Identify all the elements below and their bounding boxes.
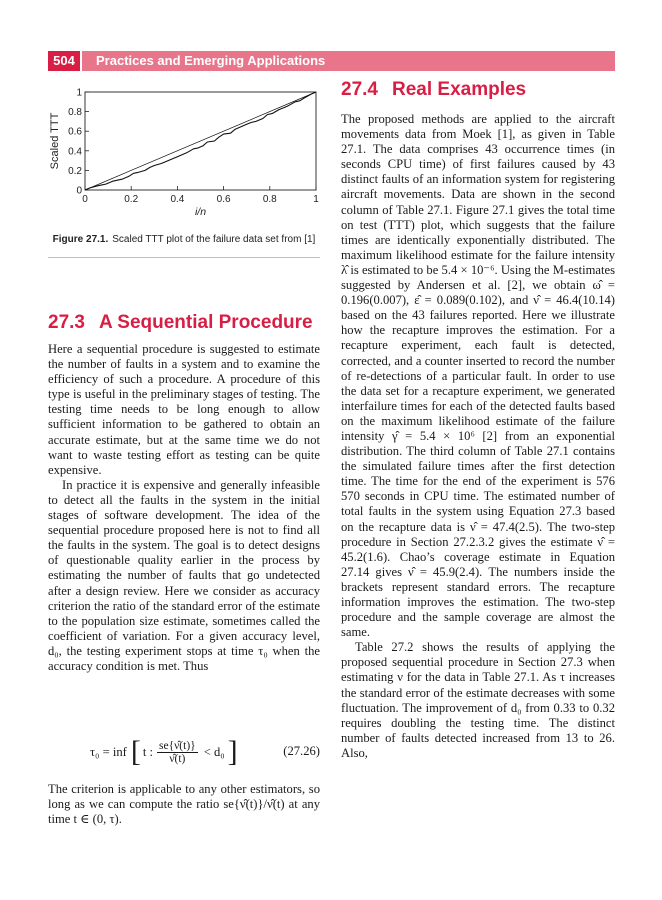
paragraph: The criterion is applicable to any other estimators, so long as we can compute the ratio se{ν̂(t)}/ν̂(t) at any time t ∈ (0, τ). [48,782,320,827]
eq-lhs: τ₀ = inf [90,744,127,759]
paragraph: Table 27.2 shows the results of applying the proposed sequential procedure in Section 27.3 when estimating ν for the data in Table 27.1. As τ increases the standard error of the estimate decreases with some fluctuation. The improvement of d₀ from 0.33 to 0.32 requires doubling the testing time. The distinct number of faults detected increased from 13 to 26. Also, [341,640,615,760]
page-number: 504 [48,51,80,71]
right-column [341,112,615,761]
eq-bracket-left: [ [130,735,141,768]
eq-numerator: se{ν̂(t)} [159,739,196,752]
section-heading-27-3 [48,312,313,334]
figure-caption-text: Scaled TTT plot of the failure data set from [1] [112,234,316,245]
ttt-chart [48,80,328,230]
section-number: 27.3 [48,312,85,333]
paragraph: Here a sequential procedure is suggested to estimate the number of faults in a system and to examine the efficiency of such a procedure. A procedure of this type is useful in the preliminary stages of testing. The testing time needs to be long enough to allow sufficient information to be gathered to obtain an accurate estimate, but at the same time we do not want to waste testing effort as testing can be quite expensive. [48,342,320,477]
section-number: 27.4 [341,79,378,100]
y-tick-label: 0.4 [68,146,82,158]
section-heading-27-4 [341,79,526,101]
x-tick-label: 0.8 [262,194,277,205]
eq-bracket-right: ] [227,735,238,768]
y-tick-label: 0.8 [68,107,82,119]
diagonal-reference-line [85,92,316,190]
running-title: Practices and Emerging Applications [82,51,615,71]
equation-number: (27.26) [283,744,320,758]
y-tick-label: 0 [76,185,82,197]
section-title: A Sequential Procedure [98,312,313,333]
left-column-tail [48,782,320,827]
x-tick-label: 0 [82,194,88,205]
left-column [48,342,320,674]
y-tick-label: 0.6 [68,126,82,138]
eq-t: t : [142,744,153,759]
y-tick-label: 0.2 [68,165,82,177]
x-tick-label: 0.6 [216,194,231,205]
running-header [48,51,615,71]
x-axis-label: i/n [194,206,207,218]
paragraph: The proposed methods are applied to the aircraft movements data from Moek [1], as given in Table 27.1. The data comprises 43 occurrence times (in seconds CPU time) of first failures caused by 43 distinct faults of an information system for registering aircraft movements. Data are shown in the second column of Table 27.1. Figure 27.1 gives the total time on test (TTT) plot, which suggests that the failure times are identically exponentially distributed. The maximum likelihood estimate for the failure intensity λ̂ is estimated to be 5.4 × 10⁻⁶. Using the M-estimates suggested by Andersen et al. [2], we obtain ω̂ = 0.196(0.007), ε̂ = 0.089(0.102), and ν̂ = 46.4(10.14) based on the 43 failures reported. Here we illustrate how the recapture improves the estimation. For a recapture experiment, each fault is detected, corrected, and a counter inserted to record the number of re-detections of a particular fault. In order to use the data set for a recapture experiment, we generated interfailure times for each of the detected faults based on the maximum likelihood estimate of the failure intensity γ̂ = 5.4 × 10⁶ [2] from an exponential distribution. The third column of Table 27.1 contains the simulated failure times after the first detection time. The time for the end of the experiment is 576 570 seconds in CPU time. The estimated number of total faults in the system using Equation 27.3 based on the recapture data is ν̂ = 47.4(2.5). The two-step procedure in Section 27.2.3.2 gives the estimate ν̂ = 45.2(1.6). Chao’s coverage estimate in Equation 27.14 gives ν̂ = 45.9(2.4). The numbers inside the brackets represent standard errors. The recapture information improves the estimation. The two-step procedure and the sample coverage are almost the same. [341,112,615,640]
paragraph: In practice it is expensive and generally infeasible to detect all the faults in the system in the initial stages of software development. The idea of the sequential procedure proposed here is not to find all the faults in the system. The goal is to detect designs of questionable quality earlier in the process by estimating the number of faults that go undetected after a design review. Here we consider as accuracy criterion the ratio of the standard error of the estimate to the population size estimate, sometimes called the coefficient of variation. For a given accuracy level, d₀, the testing experiment stops at time τ₀ when the accuracy condition is met. Thus [48,477,320,673]
x-tick-label: 0.2 [124,194,139,205]
y-tick-label: 1 [76,87,82,99]
section-title: Real Examples [391,79,527,100]
eq-denominator: ν̂(t) [169,752,186,765]
eq-rhs: < d₀ [203,744,225,759]
figure-divider [48,257,320,258]
x-tick-label: 1 [313,194,319,205]
eq-fraction [157,740,198,765]
figure-caption [48,234,320,245]
equation-27-26 [48,732,320,772]
y-axis-label: Scaled TTT [49,112,61,170]
x-tick-label: 0.4 [170,194,185,205]
figure-caption-label: Figure 27.1. [52,234,109,245]
